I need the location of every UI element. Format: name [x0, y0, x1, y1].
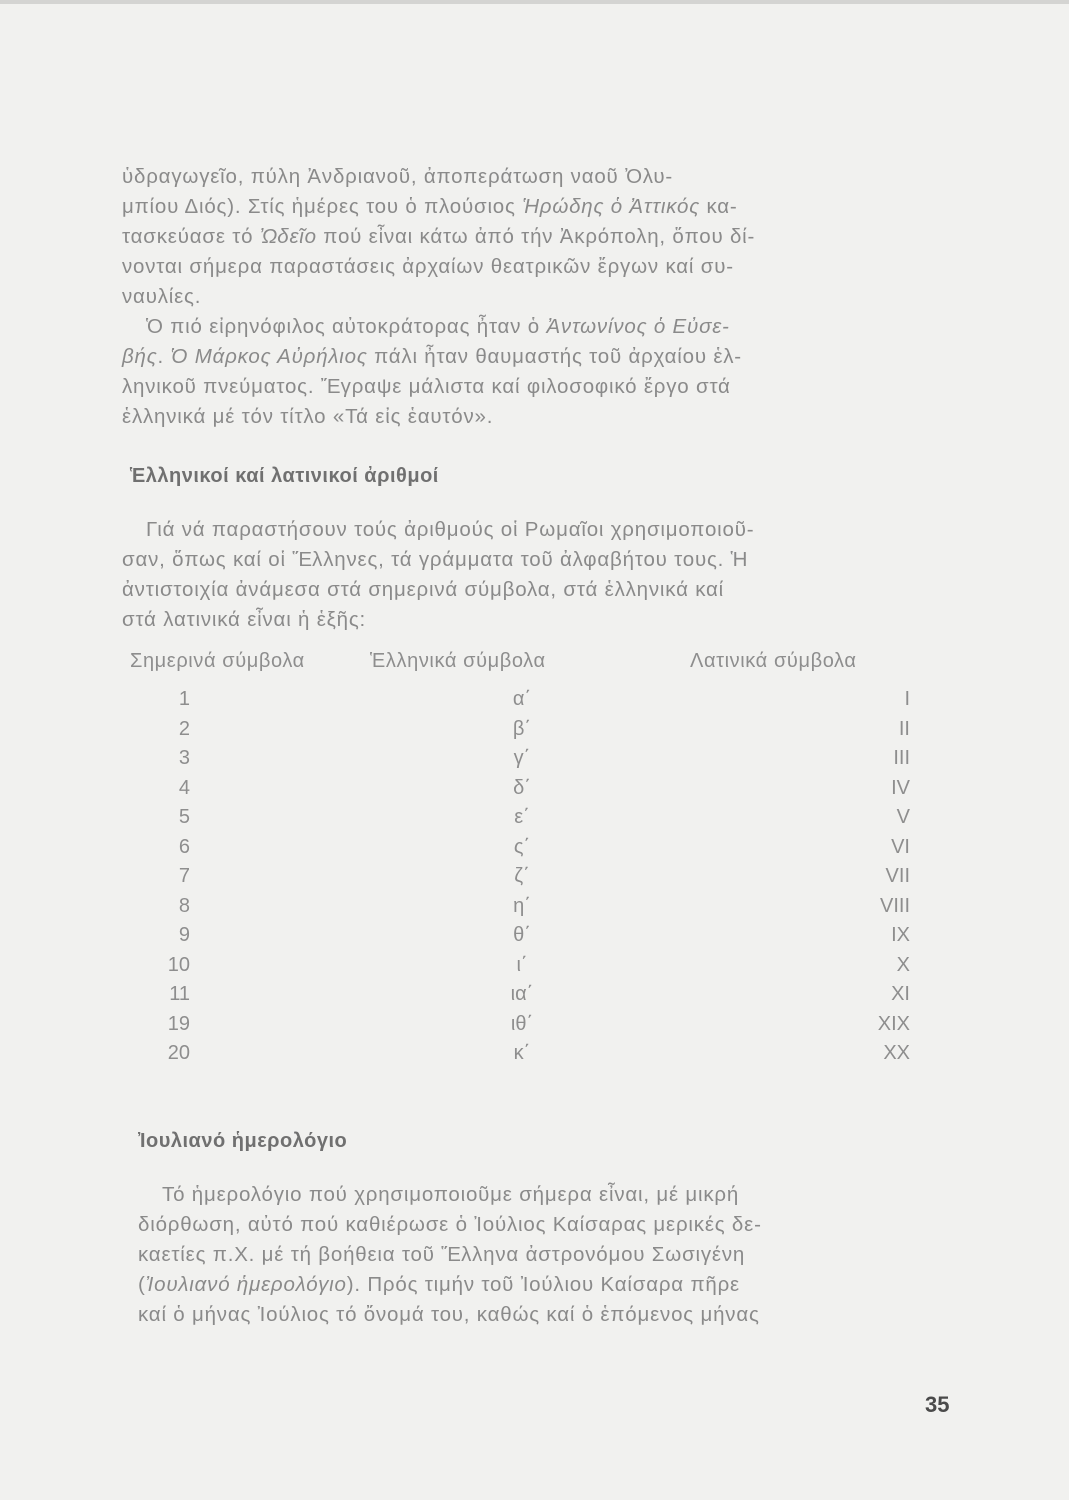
cell-modern: 10 — [167, 953, 190, 976]
page-number: 35 — [925, 1392, 950, 1417]
text-line: καί ὁ μήνας Ἰούλιος τό ὄνομά του, καθώς καί ὁ ἑπόμενος μήνας — [138, 1303, 760, 1326]
italic-name: Ὁ Μάρκος Αὐρήλιος — [170, 345, 368, 368]
text-line-end: πού εἶναι κάτω ἀπό τήν Ἀκρόπολη, ὅπου δί- — [316, 225, 756, 248]
italic-name: Ἡρώδης ὁ Ἀττικός — [522, 195, 700, 218]
cell-greek: β΄ — [512, 717, 532, 740]
cell-modern: 20 — [167, 1042, 190, 1064]
cell-latin: VI — [891, 835, 910, 858]
cell-modern: 11 — [169, 983, 190, 1005]
text-line: ἑλληνικά μέ τόν τίτλο «Τά εἰς ἑαυτόν». — [122, 405, 494, 428]
text-line-end: κα- — [699, 195, 738, 218]
cell-greek: θ΄ — [513, 924, 531, 946]
cell-latin: VII — [885, 865, 910, 887]
text-line-end: πάλι ἦταν θαυμαστής τοῦ ἀρχαίου ἑλ- — [367, 345, 742, 368]
italic-term: Ἰουλιανό ἡμερολόγιο — [145, 1273, 347, 1296]
cell-latin: IX — [891, 924, 910, 946]
italic-name: Ἀντωνίνος ὁ Εὐσε- — [546, 315, 730, 338]
text-line-start: τασκεύασε τό — [122, 225, 254, 248]
cell-modern: 8 — [178, 894, 190, 917]
italic-name: Ὠδεῖο — [259, 225, 317, 248]
cell-latin: III — [893, 747, 910, 769]
section-heading-numerals: Ἑλληνικοί καί λατινικοί ἀριθμοί — [130, 465, 439, 487]
cell-modern: 5 — [178, 806, 190, 828]
text-line: ἀντιστοιχία ἀνάμεσα στά σημερινά σύμβολα, στά ἑλληνικά καί — [122, 578, 725, 601]
cell-greek: η΄ — [513, 894, 531, 917]
top-paragraph — [122, 162, 912, 312]
cell-modern: 1 — [178, 688, 190, 710]
text-line: ληνικοῦ πνεύματος. Ἔγραψε μάλιστα καί φιλοσοφικό ἔργο στά — [122, 375, 731, 398]
cell-modern: 19 — [167, 1012, 190, 1035]
numerals-table — [130, 650, 910, 1070]
text-line: Τό ἡμερολόγιο πού χρησιμοποιοῦμε σήμερα εἶναι, μέ μικρή — [162, 1183, 740, 1206]
column-header-latin: Λατινικά σύμβολα — [690, 650, 857, 672]
text-line: διόρθωση, αὐτό πού καθιέρωσε ὁ Ἰούλιος Καίσαρας μερικές δε- — [138, 1213, 762, 1236]
cell-latin: IV — [891, 776, 910, 799]
calendar-paragraph — [138, 1180, 918, 1330]
cell-greek: δ΄ — [513, 776, 531, 799]
text-line — [122, 192, 912, 222]
cell-modern: 4 — [178, 776, 190, 799]
cell-greek: κ΄ — [513, 1042, 531, 1064]
cell-greek: ιθ΄ — [510, 1012, 534, 1035]
text-line — [122, 222, 912, 252]
text-line: στά λατινικά εἶναι ἡ ἑξῆς: — [122, 608, 367, 631]
cell-modern: 3 — [178, 747, 190, 769]
text-line — [122, 342, 912, 372]
emperors-paragraph — [122, 312, 912, 432]
column-header-modern: Σημερινά σύμβολα — [130, 650, 305, 672]
text-sep: . — [157, 345, 171, 368]
cell-greek: γ΄ — [513, 747, 531, 769]
cell-greek: ζ΄ — [514, 865, 530, 887]
italic-name: βής — [122, 345, 158, 368]
text-line: Γιά νά παραστήσουν τούς ἀριθμούς οἱ Ρωμαῖοι χρησιμοποιοῦ- — [146, 518, 755, 541]
cell-greek: ι΄ — [516, 953, 528, 976]
text-line — [122, 312, 912, 342]
text-line-start: μπίου Διός). Στίς ἡμέρες του ὁ πλούσιος — [122, 195, 516, 218]
section-heading-calendar: Ἰουλιανό ἡμερολόγιο — [138, 1130, 348, 1152]
cell-greek: α΄ — [512, 688, 532, 710]
cell-greek: ς΄ — [513, 835, 531, 858]
text-paren: ( — [138, 1273, 146, 1296]
text-line: νονται σήμερα παραστάσεις ἀρχαίων θεατρικῶν ἔργων καί συ- — [122, 255, 734, 278]
cell-greek: ια΄ — [510, 983, 534, 1005]
cell-latin: I — [904, 688, 910, 710]
cell-modern: 7 — [178, 865, 190, 887]
cell-latin: X — [896, 953, 910, 976]
cell-latin: XI — [891, 983, 910, 1005]
column-header-greek: Ἑλληνικά σύμβολα — [370, 650, 546, 672]
cell-latin: VIII — [879, 894, 910, 917]
numerals-paragraph — [122, 515, 912, 635]
cell-modern: 2 — [178, 717, 190, 740]
text-line — [138, 1270, 918, 1300]
cell-latin: V — [896, 806, 910, 828]
cell-latin: II — [898, 717, 910, 740]
text-line-start: Ὁ πιό εἰρηνόφιλος αὐτοκράτορας ἦταν ὁ — [146, 315, 547, 338]
cell-modern: 6 — [178, 835, 190, 858]
text-line: ὑδραγωγεῖο, πύλη Ἀνδριανοῦ, ἀποπεράτωση ναοῦ Ὀλυ- — [122, 165, 674, 188]
text-line: σαν, ὅπως καί οἱ Ἕλληνες, τά γράμματα τοῦ ἀλφαβήτου τους. Ἡ — [122, 548, 749, 571]
text-line-end: ). Πρός τιμήν τοῦ Ἰούλιου Καίσαρα πῆρε — [346, 1273, 740, 1296]
cell-latin: XX — [883, 1042, 910, 1064]
cell-greek: ε΄ — [514, 806, 530, 828]
text-line: καετίες π.Χ. μέ τή βοήθεια τοῦ Ἕλληνα ἀστρονόμου Σωσιγένη — [138, 1243, 746, 1266]
text-line: ναυλίες. — [122, 285, 202, 308]
top-edge-line — [0, 0, 1069, 4]
cell-latin: XIX — [877, 1012, 910, 1035]
cell-modern: 9 — [178, 924, 190, 946]
